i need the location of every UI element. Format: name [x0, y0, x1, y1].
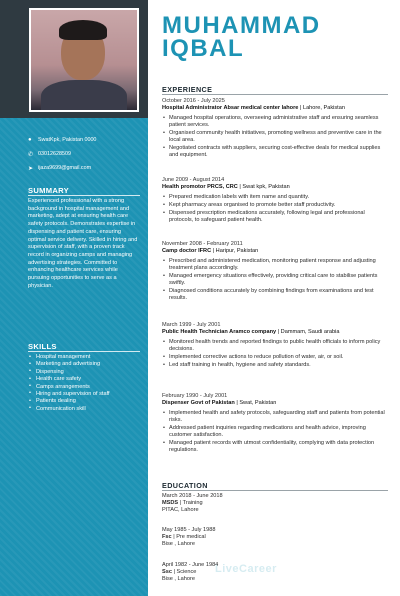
- last-name: IQBAL: [162, 35, 245, 62]
- list-item: • Implemented corrective actions to reduce pollution of water, air, or soil.: [162, 354, 390, 361]
- list-item: • Health care safety: [28, 376, 140, 383]
- job-bullets: [162, 194, 390, 224]
- edu-degree: Ssc | Science: [162, 569, 197, 576]
- sidebar: [0, 0, 148, 596]
- location-icon: ●: [28, 137, 32, 143]
- list-item: • Managed hospital operations, overseeing administrative staff and ensuring seamless patient services.: [162, 115, 390, 129]
- job-dates: March 1999 - July 2001: [162, 322, 221, 328]
- contact-address: ● SwatKpk, Pakistan 0000: [28, 137, 97, 143]
- job-bullets: [162, 115, 390, 158]
- list-item: • Implemented health and safety protocols, safeguarding staff and patients from potential risks.: [162, 410, 390, 424]
- main-content: [148, 0, 400, 596]
- list-item: • Camps arrangements: [28, 384, 140, 391]
- job-dates: October 2016 - July 2025: [162, 98, 225, 104]
- job-entry: [162, 98, 390, 159]
- list-item: • Patients dealing: [28, 398, 140, 405]
- job-bullets: [162, 339, 390, 369]
- education-entry: [162, 493, 390, 515]
- edu-school: Bise , Lahore: [162, 576, 195, 583]
- summary-heading: SUMMARY: [28, 186, 70, 195]
- job-entry: [162, 393, 390, 454]
- candidate-name: [162, 14, 321, 60]
- education-entry: [162, 527, 390, 549]
- job-title: Dispenser Govt of Pakistan | Swat, Pakistan: [162, 400, 277, 406]
- job-entry: [162, 241, 390, 302]
- summary-text: Experienced professional with a strong background in hospital management and marketing, adept at ensuring health care safety protocols. Demonstrates expertise in dispensing and patient care, ensuring optimal service delivery. Skilled in hiring and supervision of staff, with a proven track record in organizing camps and managing advertising strategies. Committed to enhancing healthcare services while pursuing opportunities to serve as a physician.: [28, 198, 138, 289]
- list-item: • Hospital management: [28, 354, 140, 361]
- contact-email[interactable]: ➤ ijaza9699@gmail.com: [28, 165, 92, 172]
- job-entry: [162, 177, 390, 225]
- list-item: • Dispensing: [28, 369, 140, 376]
- job-dates: November 2008 - February 2011: [162, 241, 243, 247]
- profile-photo: [29, 8, 139, 112]
- list-item: • Dispensed prescription medications accurately, following legal and professional protocols, to safeguard patient health.: [162, 210, 390, 224]
- list-item: • Managed emergency situations effectively, providing critical care to stabilise patients swiftly.: [162, 273, 390, 287]
- list-item: • Communication skill: [28, 406, 140, 413]
- list-item: • Kept pharmacy areas organised to promote better staff productivity.: [162, 202, 390, 209]
- skills-divider: [28, 351, 140, 352]
- phone-icon: ✆: [28, 151, 34, 158]
- job-title: Public Health Technician Aramco company | Dammam, Saudi arabia: [162, 329, 340, 335]
- skills-list: [28, 354, 140, 413]
- job-title: Health promotor PRCS, CRC | Swat kpk, Pakistan: [162, 184, 290, 190]
- job-entry: [162, 322, 390, 370]
- experience-divider: [162, 94, 388, 95]
- list-item: • Led staff training in health, hygiene and safety standards.: [162, 362, 390, 369]
- first-name: MUHAMMAD: [162, 12, 321, 39]
- list-item: • Marketing and advertising: [28, 361, 140, 368]
- edu-dates: May 1985 - July 1988: [162, 527, 216, 533]
- job-title: Camp doctor IFRC | Haripur, Pakistan: [162, 248, 259, 254]
- email-icon: ➤: [28, 165, 34, 172]
- edu-dates: April 1982 - June 1984: [162, 562, 219, 568]
- contact-info: [28, 133, 144, 175]
- edu-degree: MSDS | Training: [162, 500, 203, 507]
- list-item: • Organised community health initiatives, promoting wellness and preventive care in the local area.: [162, 130, 390, 144]
- list-item: • Diagnosed conditions accurately by combining findings from examinations and test results.: [162, 288, 390, 302]
- watermark: LiveCareer: [215, 563, 277, 575]
- skills-heading: SKILLS: [28, 342, 57, 351]
- job-bullets: [162, 410, 390, 453]
- list-item: • Hiring and supervision of staff: [28, 391, 140, 398]
- edu-dates: March 2018 - June 2018: [162, 493, 223, 499]
- list-item: • Monitored health trends and reported findings to public health officials to inform policy decisions.: [162, 339, 390, 353]
- education-heading: EDUCATION: [162, 481, 208, 490]
- experience-heading: EXPERIENCE: [162, 85, 213, 94]
- list-item: • Prepared medication labels with item name and quantity.: [162, 194, 390, 201]
- list-item: • Negotiated contracts with suppliers, securing cost-effective deals for medical supplies and equipment.: [162, 145, 390, 159]
- contact-phone: ✆ 03012628509: [28, 151, 71, 158]
- list-item: • Managed patient records with utmost confidentiality, complying with data protection regulations.: [162, 440, 390, 454]
- list-item: • Addressed patient inquiries regarding medications and health advice, improving customer satisfaction.: [162, 425, 390, 439]
- edu-school: Bise , Lahore: [162, 541, 195, 548]
- job-dates: February 1990 - July 2001: [162, 393, 228, 399]
- job-title: Hospital Administrator Absar medical center lahore | Lahore, Pakistan: [162, 105, 345, 111]
- list-item: • Prescribed and administered medication, monitoring patient response and adjusting treatment plans accordingly.: [162, 258, 390, 272]
- education-divider: [162, 490, 388, 491]
- summary-divider: [28, 195, 140, 196]
- job-dates: June 2009 - August 2014: [162, 177, 225, 183]
- edu-degree: Fsc | Pre medical: [162, 534, 206, 541]
- job-bullets: [162, 258, 390, 301]
- edu-school: PITAC, Lahore: [162, 507, 199, 514]
